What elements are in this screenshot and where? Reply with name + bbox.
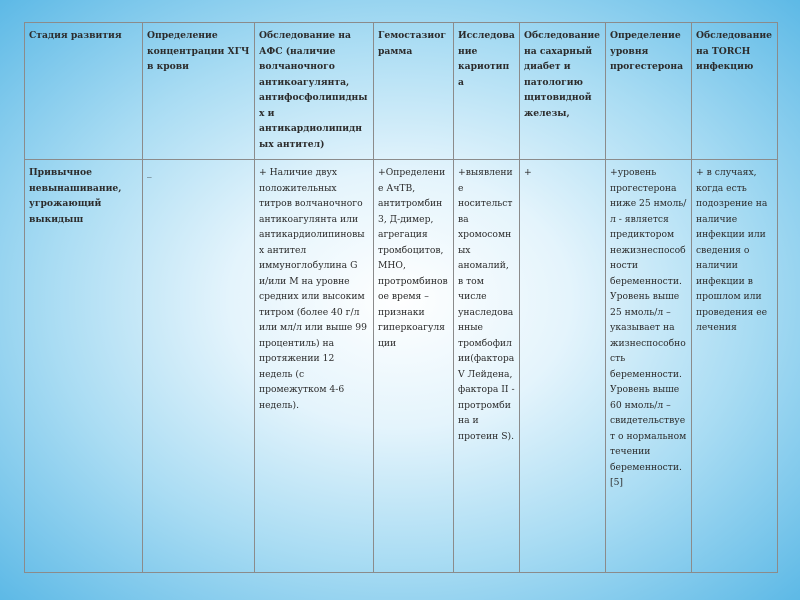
cell-afs: + Наличие двух положительных титров волчаночного антикоагулянта или антикардиолипиновых антител иммуноглобулина G и/или M на уровне средних или высоким титром (более 40 г/л или мл/л или выше 99 процентиль) на протяжении 12 недель (с промежутком 4-6 недель). [255, 160, 374, 573]
header-stage: Стадия развития [25, 23, 143, 160]
table-row [25, 160, 778, 573]
header-diabetes: Обследование на сахарный диабет и патологию щитовидной железы, [520, 23, 606, 160]
header-afs: Обследование на АФС (наличие волчаночного антикоагулянта, антифосфолипидных и антикардиолипидных антител) [255, 23, 374, 160]
header-hemostasis: Гемостазиограмма [374, 23, 454, 160]
cell-stage: Привычное невынашивание, угрожающий выкидыш [25, 160, 143, 573]
cell-diabetes: + [520, 160, 606, 573]
cell-hcg: _ [143, 160, 255, 573]
cell-progesterone: +уровень прогестерона ниже 25 нмоль/л - является предиктором нежизнеспособности беременности. Уровень выше 25 нмоль/л – указывает на жизнеспособность беременности. Уровень выше 60 нмоль/л – свидетельствует о нормальном течении беременности.[5] [606, 160, 692, 573]
slide [24, 22, 777, 564]
header-karyotype: Исследование кариотипа [454, 23, 520, 160]
table-header-row [25, 23, 778, 160]
cell-karyotype: +выявление носительства хромосомных аномалий, в том числе унаследованные тромбофилии(фактора V Лейдена, фактора II - протромбина и протеин S). [454, 160, 520, 573]
header-progesterone: Определение уровня прогестерона [606, 23, 692, 160]
diagnostics-table [24, 22, 778, 573]
cell-hemostasis: +Определение АчТВ, антитромбин 3, Д-димер, агрегация тромбоцитов, МНО, протромбиновое время – признаки гиперкоагуляции [374, 160, 454, 573]
header-hcg: Определение концентрации ХГЧ в крови [143, 23, 255, 160]
header-torch: Обследование на TORCH инфекцию [692, 23, 778, 160]
cell-torch: + в случаях, когда есть подозрение на наличие инфекции или сведения о наличии инфекции в прошлом или проведения ее лечения [692, 160, 778, 573]
